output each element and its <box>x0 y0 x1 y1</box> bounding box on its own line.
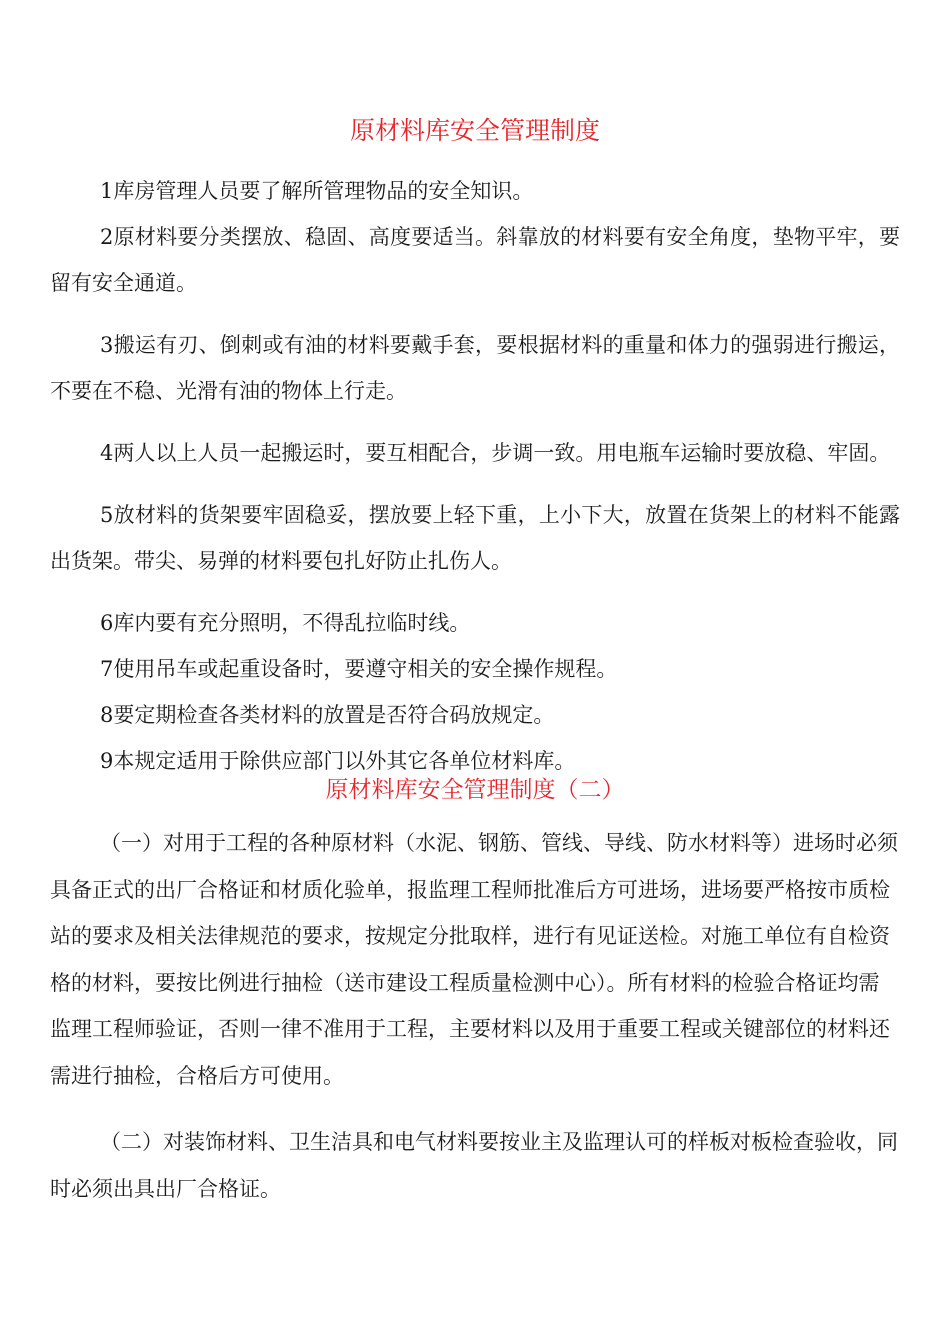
rule-item: 9本规定适用于除供应部门以外其它各单位材料库。 <box>100 749 576 773</box>
rules-section <box>50 168 900 784</box>
section-paragraph: （一）对用于工程的各种原材料（水泥、钢筋、管线、导线、防水材料等）进场时必须具备正式的出厂合格证和材质化验单，报监理工程师批准后方可进场，进场要严格按市质检站的要求及相关法律规范的要求，按规定分批取样，进行有见证送检。对施工单位有自检资格的材料，要按比例进行抽检（送市建设工程质量检测中心）。所有材料的检验合格证均需监理工程师验证，否则一律不准用于工程，主要材料以及用于重要工程或关键部位的材料还需进行抽检，合格后方可使用。 <box>50 831 898 1088</box>
rule-item: 8要定期检查各类材料的放置是否符合码放规定。 <box>100 703 555 727</box>
document-title: 原材料库安全管理制度 <box>349 116 600 145</box>
rule-item: 6库内要有充分照明，不得乱拉临时线。 <box>100 611 471 635</box>
second-section <box>50 820 900 1232</box>
rule-item: 3搬运有刃、倒刺或有油的材料要戴手套，要根据材料的重量和体力的强弱进行搬运，不要在不稳、光滑有油的物体上行走。 <box>50 333 900 403</box>
section-paragraph: （二）对装饰材料、卫生洁具和电气材料要按业主及监理认可的样板对板检查验收，同时必须出具出厂合格证。 <box>50 1130 898 1201</box>
rule-item: 1库房管理人员要了解所管理物品的安全知识。 <box>100 179 534 203</box>
rule-item: 4两人以上人员一起搬运时，要互相配合，步调一致。用电瓶车运输时要放稳、牢固。 <box>100 441 891 465</box>
rule-item: 7使用吊车或起重设备时，要遵守相关的安全操作规程。 <box>100 657 618 681</box>
section-title: 原材料库安全管理制度（二） <box>325 777 625 803</box>
rule-item: 2原材料要分类摆放、稳固、高度要适当。斜靠放的材料要有安全角度，垫物平牢，要留有安全通道。 <box>50 225 900 295</box>
rule-item: 5放材料的货架要牢固稳妥，摆放要上轻下重，上小下大，放置在货架上的材料不能露出货架。带尖、易弹的材料要包扎好防止扎伤人。 <box>50 503 900 573</box>
